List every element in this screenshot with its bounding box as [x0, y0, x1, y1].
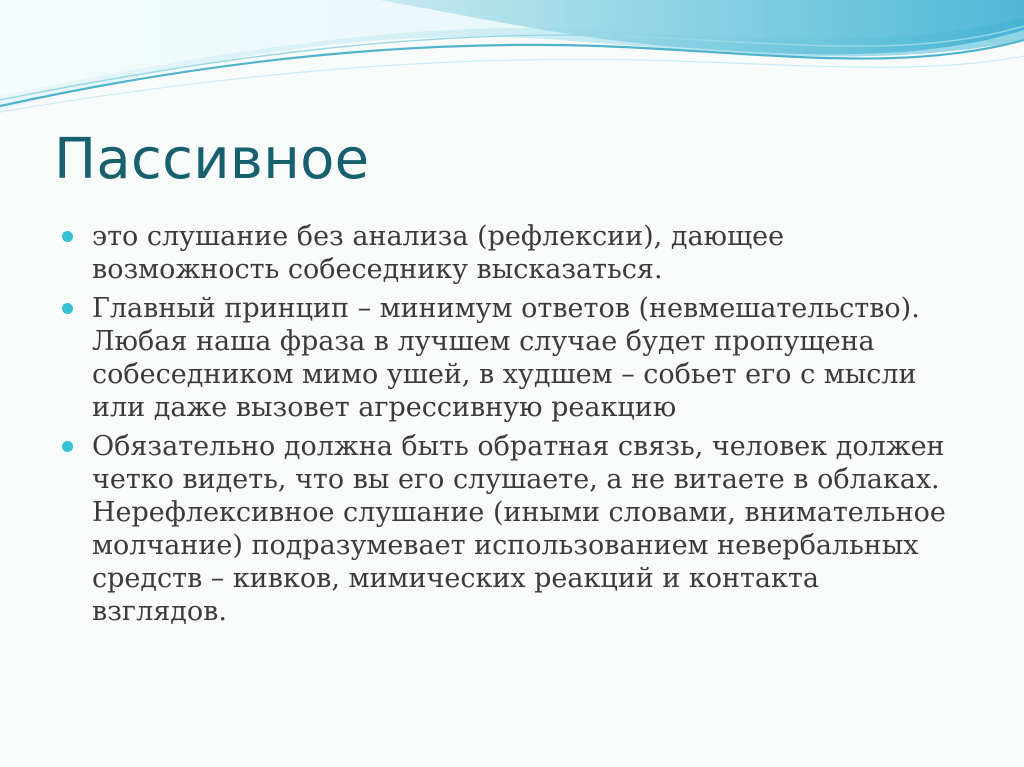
bullet-text: Обязательно должна быть обратная связь, человек должен четко видеть, что вы его слушаете, а не витаете в облаках. Нерефлексивное слушание (иными словами, внимательное молчание) подразумевает использованием невербальных средств – кивков, мимических реакций и контакта взглядов. [92, 431, 946, 627]
bullet-dot-icon [62, 231, 73, 242]
bullet-item [60, 292, 960, 424]
bullet-dot-icon [62, 441, 73, 452]
bullet-item [60, 430, 960, 628]
header-wave-decoration [0, 0, 1024, 120]
bullet-text: Главный принцип – минимум ответов (невмешательство). Любая наша фраза в лучшем случае будет пропущена собеседником мимо ушей, в худшем – собьет его с мысли или даже вызовет агрессивную реакцию [92, 293, 920, 423]
bullet-list [60, 220, 960, 634]
bullet-dot-icon [62, 303, 73, 314]
slide-title: Пассивное [54, 127, 370, 192]
bullet-text: это слушание без анализа (рефлексии), дающее возможность собеседнику высказаться. [92, 221, 785, 285]
bullet-item [60, 220, 960, 286]
